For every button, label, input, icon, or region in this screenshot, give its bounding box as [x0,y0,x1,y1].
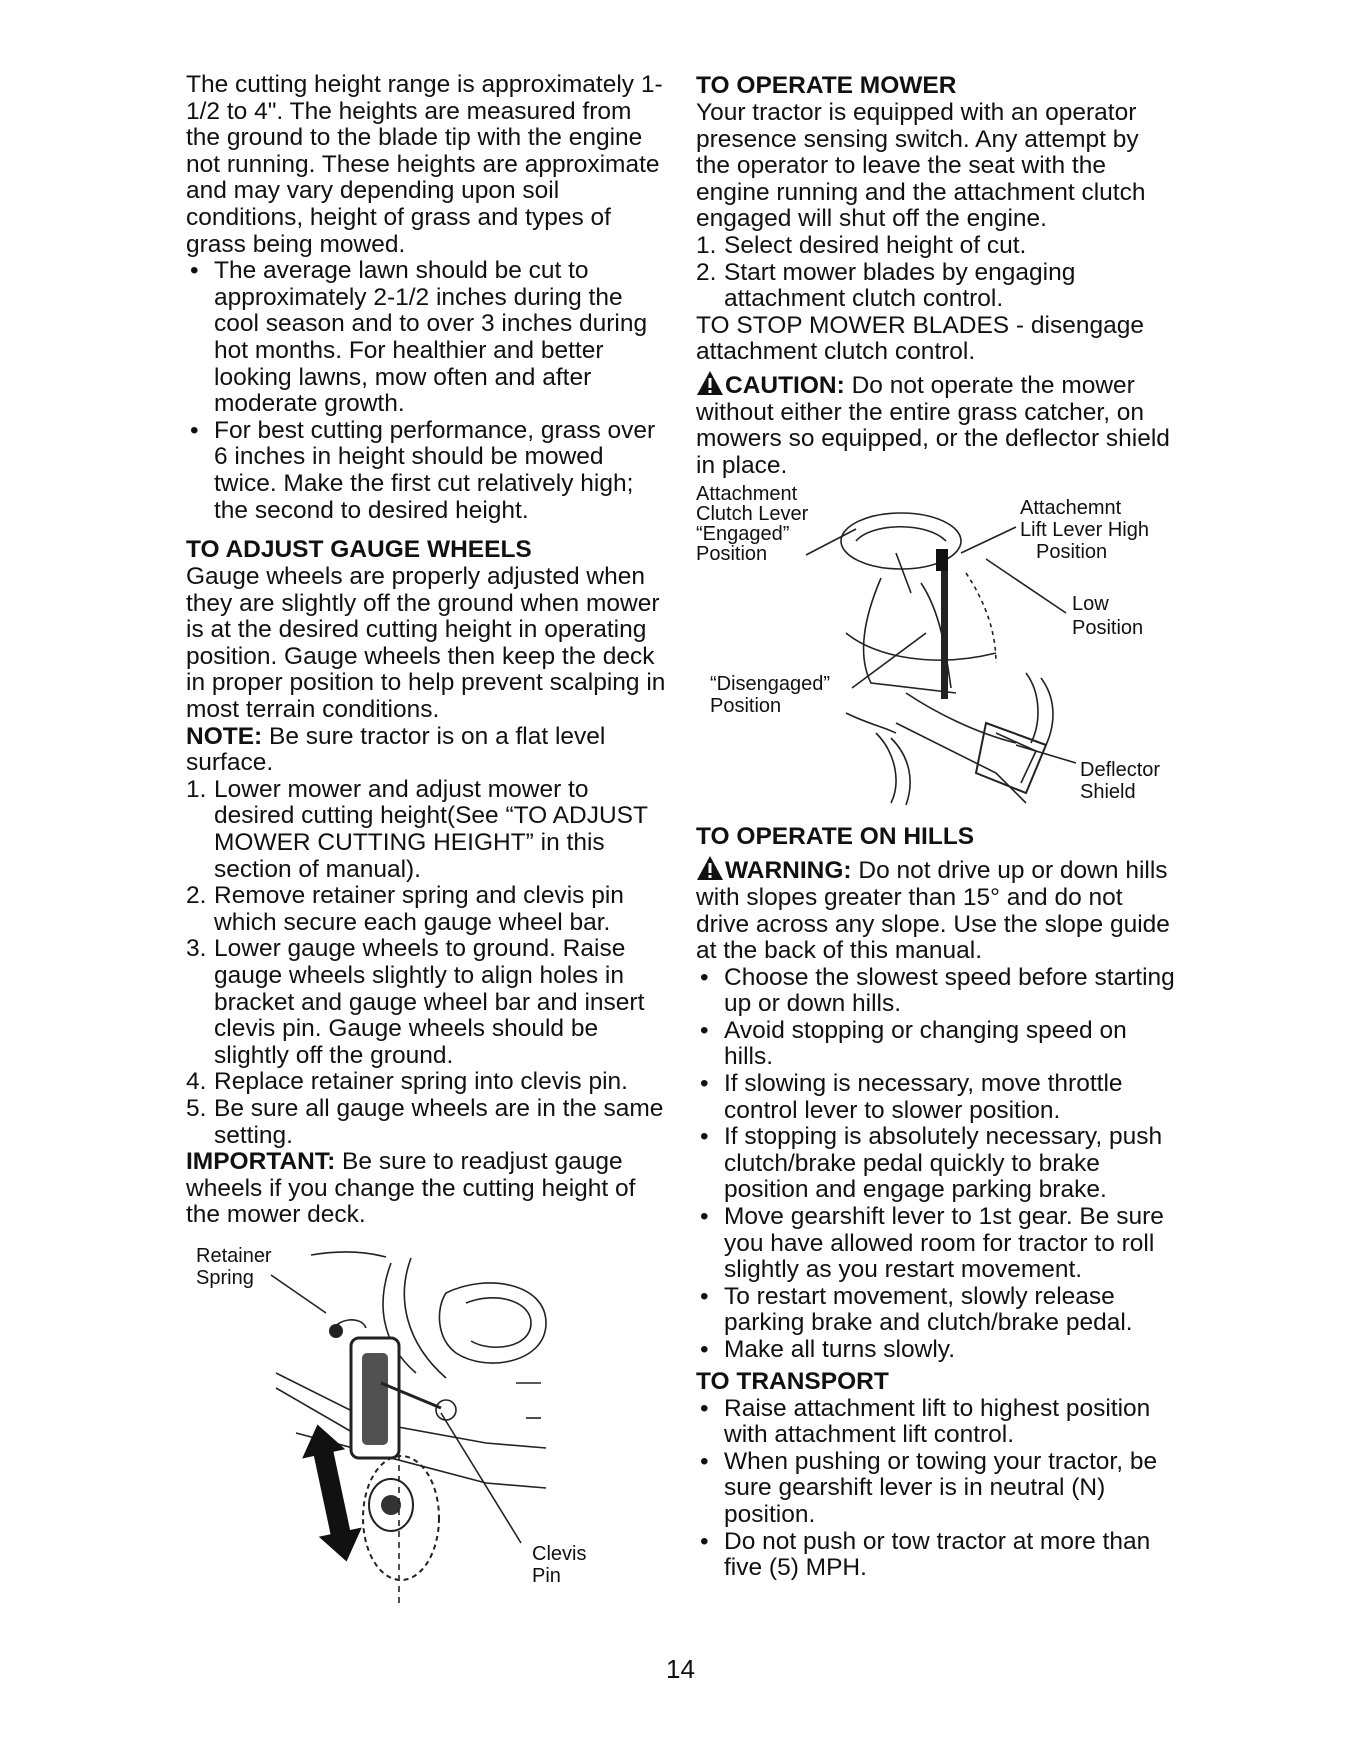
gauge-steps-list [186,777,666,1149]
retainer-label: Retainer [196,1244,272,1267]
page-number: 14 [666,1654,695,1684]
warning-paragraph [696,855,1176,964]
step-text: Lower mower and adjust mower to desired cutting height(See “TO ADJUST MOWER CUTTING HEIGHT” in this section of manual). [214,775,648,883]
caution-text: Do not operate the mower without either the entire grass catcher, on mowers so equipped, or the deflector shield in place. [696,371,1170,479]
gauge-wheel-figure [186,1243,666,1603]
left-column [186,72,666,1603]
deflector-label-1: Deflector [1080,759,1161,782]
list-item [696,260,1176,313]
operate-hills-heading: TO OPERATE ON HILLS [696,823,975,851]
step-number: 1. [186,775,207,803]
list-item: • Do not push or tow tractor at more than five (5) MPH. [696,1529,1176,1582]
warning-label: WARNING: [725,857,852,885]
list-item [186,777,666,883]
low-label-1: Low [1072,593,1109,616]
step-text: Select desired height of cut. [724,231,1027,259]
tractor-lever-figure [696,483,1176,809]
pin-label: Pin [532,1564,561,1587]
list-item: • Move gearshift lever to 1st gear. Be sure you have allowed room for tractor to roll slightly as you restart movement. [696,1204,1176,1284]
gauge-wheels-intro: Gauge wheels are properly adjusted when they are slightly off the ground when mower is at the desired cutting height in operating position. Gauge wheels then keep the deck in proper position to help prevent scalping in most terrain conditions. [186,563,666,724]
list-item: • To restart movement, slowly release parking brake and clutch/brake pedal. [696,1284,1176,1337]
stop-blades-text: TO STOP MOWER BLADES - disengage attachment clutch control. [696,311,1144,366]
lift-high-label-3: Position [1036,541,1108,564]
cutting-tips-list [186,258,666,524]
warning-text: Do not drive up or down hills with slopes greater than 15° and do not drive across any slope. Use the slope guide at the back of this manual. [696,857,1170,965]
note-paragraph [186,724,666,777]
engaged-label-1: Attachment [696,483,798,506]
list-item: • If stopping is absolutely necessary, push clutch/brake pedal quickly to brake position and engage parking brake. [696,1124,1176,1204]
transport-heading: TO TRANSPORT [696,1367,889,1395]
step-number: 2. [696,258,717,286]
step-number: 2. [186,882,207,910]
step-text: Replace retainer spring into clevis pin. [214,1068,628,1096]
right-column [696,72,1176,1582]
gauge-wheel-drawing [186,1243,666,1603]
engaged-label-4: Position [696,543,768,566]
step-number: 5. [186,1094,207,1122]
note-text: Be sure tractor is on a flat level surface. [186,722,606,777]
operate-mower-intro: Your tractor is equipped with an operator presence sensing switch. Any attempt by the operator to leave the seat with the engine running and the attachment clutch engaged will shut off the engine. [696,99,1146,233]
tractor-drawing [696,483,1176,809]
step-number: 3. [186,935,207,963]
list-item: • Make all turns slowly. [696,1337,1176,1364]
important-text: Be sure to readjust gauge wheels if you change the cutting height of the mower deck. [186,1148,636,1229]
disengaged-label-1: “Disengaged” [710,673,831,696]
disengaged-label-2: Position [710,695,782,718]
step-text: Remove retainer spring and clevis pin which secure each gauge wheel bar. [214,882,624,936]
list-item [186,883,666,936]
hills-tips-list [696,965,1176,1364]
step-text: Start mower blades by engaging attachment clutch control. [724,258,1076,313]
list-item: • For best cutting performance, grass over 6 inches in height should be mowed twice. Make the first cut relatively high; the second to desired height. [186,418,666,524]
list-item [186,936,666,1069]
important-label: IMPORTANT: [186,1148,336,1176]
caution-triangle-icon [696,370,724,396]
transport-tips-list [696,1396,1176,1582]
operate-mower-heading: TO OPERATE MOWER [696,72,957,99]
list-item: • Avoid stopping or changing speed on hills. [696,1018,1176,1071]
gauge-wheels-heading: TO ADJUST GAUGE WHEELS [186,536,532,564]
list-item [696,233,1176,260]
list-item [186,1096,666,1149]
warning-triangle-icon [696,855,724,881]
lift-high-label-2: Lift Lever High [1020,519,1149,542]
lift-high-label-1: Attachemnt [1020,497,1122,520]
clevis-label: Clevis [532,1542,587,1565]
important-paragraph [186,1149,666,1229]
list-item [186,1069,666,1096]
cutting-height-intro: The cutting height range is approximately 1-1/2 to 4". The heights are measured from the ground to the blade tip with the engine not running. These heights are approximate and may vary depending upon soil conditions, height of grass and types of grass being mowed. [186,71,663,258]
engaged-label-2: Clutch Lever [696,503,809,526]
low-label-2: Position [1072,617,1144,640]
spring-label: Spring [196,1266,254,1289]
step-number: 4. [186,1068,207,1096]
step-number: 1. [696,231,717,259]
list-item: • Raise attachment lift to highest position with attachment lift control. [696,1396,1176,1449]
list-item: • Choose the slowest speed before starting up or down hills. [696,965,1176,1018]
step-text: Lower gauge wheels to ground. Raise gauge wheels slightly to align holes in bracket and gauge wheel bar and insert clevis pin. Gauge wheels should be slightly off the ground. [214,935,645,1069]
engaged-label-3: “Engaged” [696,523,790,546]
list-item: • If slowing is necessary, move throttle control lever to slower position. [696,1071,1176,1124]
list-item: • The average lawn should be cut to approximately 2-1/2 inches during the cool season and to over 3 inches during hot months. For healthier and better looking lawns, mow often and after moderate growth. [186,258,666,418]
step-text: Be sure all gauge wheels are in the same setting. [214,1094,664,1149]
note-label: NOTE: [186,722,263,750]
deflector-label-2: Shield [1080,781,1136,804]
operate-steps-list [696,233,1176,313]
caution-paragraph [696,370,1176,479]
list-item: • When pushing or towing your tractor, be sure gearshift lever is in neutral (N) position. [696,1449,1176,1529]
caution-label: CAUTION: [725,371,845,399]
